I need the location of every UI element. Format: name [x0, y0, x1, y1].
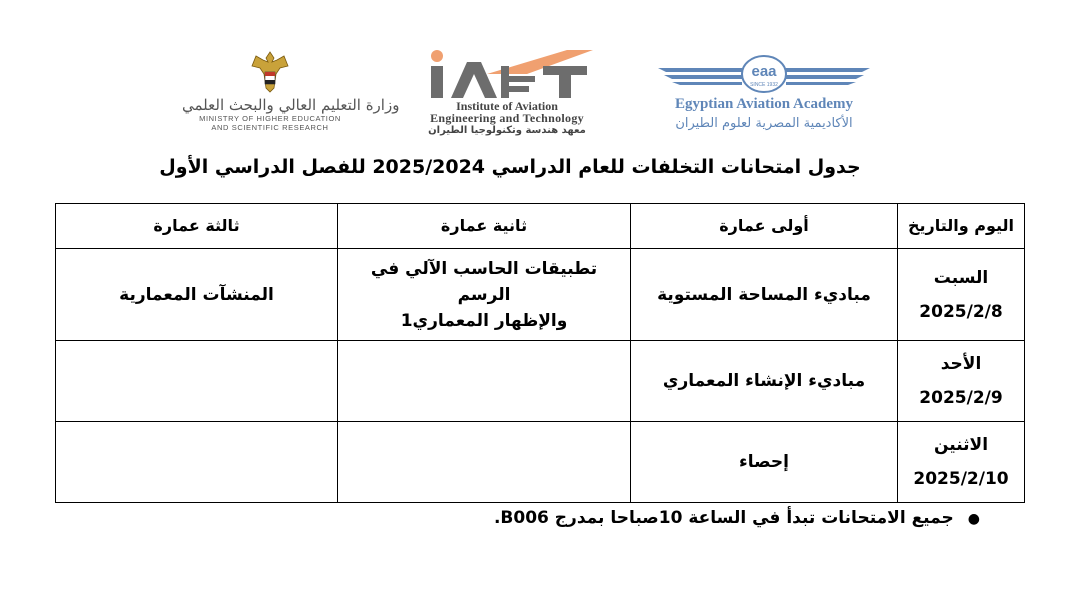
day-date-cell: [898, 422, 1025, 503]
third-year-cell: المنشآت المعمارية: [56, 249, 338, 341]
exam-note: [440, 508, 980, 528]
page-title: جدول امتحانات التخلفات للعام الدراسي 2025/2024 للفصل الدراسي الأول: [159, 156, 861, 178]
day-name: الاثنين: [933, 435, 989, 456]
day-date-cell: [898, 249, 1025, 341]
exam-date: 2025/2/8: [919, 301, 1003, 322]
column-header-day-date: اليوم والتاريخ: [898, 204, 1025, 249]
column-header-second-year: ثانية عمارة: [338, 204, 631, 249]
eagle-emblem-icon: [250, 48, 290, 94]
table-row: [56, 341, 1025, 422]
second-year-cell: [338, 249, 631, 341]
iaet-name-arabic: معهد هندسة وتكنولوجيا الطيران: [428, 125, 586, 136]
day-name: الأحد: [940, 354, 982, 375]
bullet-icon: ●: [967, 511, 980, 527]
exam-date: 2025/2/10: [913, 469, 1009, 490]
eaa-badge-since: SINCE 1932: [750, 82, 778, 88]
ministry-name-english-2: AND SCIENTIFIC RESEARCH: [211, 123, 329, 132]
eaa-badge-text: eaa: [751, 63, 777, 80]
first-year-cell: إحصاء: [631, 422, 898, 503]
eaa-name-arabic: الأكاديمية المصرية لعلوم الطيران: [675, 116, 853, 131]
day-name: السبت: [933, 267, 989, 288]
second-year-subject-line1: تطبيقات الحاسب الآلي في الرسم: [370, 258, 598, 305]
table-row: [56, 249, 1025, 341]
column-header-first-year: أولى عمارة: [631, 204, 898, 249]
table-header-row: [56, 204, 1025, 249]
column-header-third-year: ثالثة عمارة: [56, 204, 338, 249]
first-year-cell: مباديء الإنشاء المعماري: [631, 341, 898, 422]
ministry-logo: [182, 48, 400, 132]
table-row: [56, 422, 1025, 503]
exam-date: 2025/2/9: [919, 388, 1003, 409]
third-year-cell: [56, 422, 338, 503]
iaet-name-line2: Engineering and Technology: [430, 111, 584, 125]
eaa-logo: [656, 54, 872, 131]
second-year-cell: [338, 341, 631, 422]
second-year-subject-line2: والإظهار المعماري1: [400, 310, 568, 331]
iaet-wordmark-icon: [417, 44, 597, 100]
third-year-cell: [56, 341, 338, 422]
header-logos: [0, 40, 1072, 150]
second-year-cell: [338, 422, 631, 503]
eaa-name-english: Egyptian Aviation Academy: [674, 96, 854, 112]
exam-note-text: جميع الامتحانات تبدأ في الساعة 10صباحا بمدرج B006.: [493, 508, 954, 528]
day-date-cell: [898, 341, 1025, 422]
iaet-logo: [392, 44, 622, 137]
eaa-wings-icon: [656, 54, 872, 94]
ministry-name-arabic: وزارة التعليم العالي والبحث العلمي: [182, 96, 400, 114]
first-year-cell: مباديء المساحة المستوية: [631, 249, 898, 341]
iaet-name-line1: Institute of Aviation: [456, 99, 558, 113]
exam-schedule-table: [55, 203, 1025, 503]
ministry-name-english-1: MINISTRY OF HIGHER EDUCATION: [199, 114, 341, 123]
